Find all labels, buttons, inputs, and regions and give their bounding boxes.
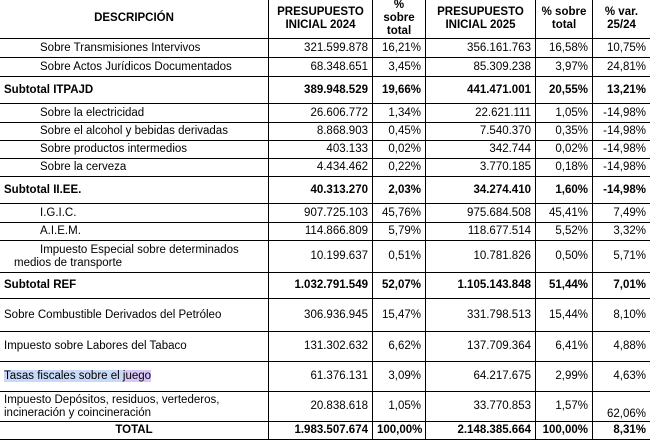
subtotal-row (0, 177, 650, 204)
row-desc: Sobre Combustible Derivados del Petróleo (0, 299, 269, 332)
row-desc: Sobre productos intermedios (0, 141, 269, 159)
row-v2025: 1.105.143.848 (426, 273, 536, 299)
row-p2024: 16,21% (373, 39, 426, 58)
table-row (0, 39, 650, 58)
row-var: -14,98% (593, 177, 650, 204)
row-var: -14,98% (593, 104, 650, 123)
row-desc: Impuesto sobre Labores del Tabaco (0, 332, 269, 362)
row-v2025: 975.684.508 (426, 204, 536, 223)
row-v2025: 2.148.385.664 (426, 422, 536, 440)
row-desc: Subtotal II.EE. (0, 177, 269, 204)
row-var: 7,01% (593, 273, 650, 299)
table-row (0, 299, 650, 332)
row-p2025: 100,00% (536, 422, 593, 440)
header-presupuesto-2025: PRESUPUESTO INICIAL 2025 (426, 0, 536, 39)
row-p2024: 5,79% (373, 223, 426, 241)
row-desc: Impuesto Depósitos, residuos, vertederos, incineración y coincineración (0, 392, 269, 422)
row-v2025: 118.677.514 (426, 223, 536, 241)
row-v2024: 68.348.651 (269, 58, 373, 77)
row-desc: TOTAL (0, 422, 269, 440)
row-v2025: 342.744 (426, 141, 536, 159)
row-desc: I.G.I.C. (0, 204, 269, 223)
table-row (0, 104, 650, 123)
highlighted-text-selected: juego (123, 370, 151, 382)
row-p2024: 3,45% (373, 58, 426, 77)
row-var: 8,10% (593, 299, 650, 332)
table-row (0, 241, 650, 273)
row-var: 62,06% (593, 392, 650, 422)
row-var: 3,32% (593, 223, 650, 241)
row-p2025: 0,02% (536, 141, 593, 159)
table-row (0, 362, 650, 392)
row-p2025: 6,41% (536, 332, 593, 362)
row-v2024: 8.868.903 (269, 123, 373, 141)
highlighted-text: Tasas fiscales sobre el (4, 370, 123, 382)
header-pct-var: % var. 25/24 (593, 0, 650, 39)
row-p2025: 51,44% (536, 273, 593, 299)
header-descripcion: DESCRIPCIÓN (0, 0, 269, 39)
row-v2025: 64.217.675 (426, 362, 536, 392)
table-row (0, 58, 650, 77)
row-var: -14,98% (593, 141, 650, 159)
row-v2024: 26.606.772 (269, 104, 373, 123)
row-p2024: 1,05% (373, 392, 426, 422)
row-v2025: 33.770.853 (426, 392, 536, 422)
row-v2025: 441.471.001 (426, 77, 536, 104)
table-row (0, 204, 650, 223)
row-var: 7,49% (593, 204, 650, 223)
row-p2024: 15,47% (373, 299, 426, 332)
row-p2024: 3,09% (373, 362, 426, 392)
row-v2024: 4.434.462 (269, 159, 373, 177)
row-v2024: 61.376.131 (269, 362, 373, 392)
row-v2025: 85.309.238 (426, 58, 536, 77)
row-v2025: 331.798.513 (426, 299, 536, 332)
row-v2024: 389.948.529 (269, 77, 373, 104)
row-v2025: 10.781.826 (426, 241, 536, 273)
row-desc: Sobre el alcohol y bebidas derivadas (0, 123, 269, 141)
table-row (0, 332, 650, 362)
row-p2025: 1,57% (536, 392, 593, 422)
row-p2024: 100,00% (373, 422, 426, 440)
row-p2024: 0,45% (373, 123, 426, 141)
row-v2024: 10.199.637 (269, 241, 373, 273)
row-v2025: 22.621.111 (426, 104, 536, 123)
row-var: 13,21% (593, 77, 650, 104)
table-row (0, 392, 650, 422)
row-desc: Impuesto Especial sobre determinados medios de transporte (0, 241, 269, 273)
row-var: 4,88% (593, 332, 650, 362)
row-p2025: 3,97% (536, 58, 593, 77)
row-var: -14,98% (593, 123, 650, 141)
row-p2024: 0,51% (373, 241, 426, 273)
row-var: 4,63% (593, 362, 650, 392)
row-v2025: 7.540.370 (426, 123, 536, 141)
row-p2025: 0,50% (536, 241, 593, 273)
row-desc: Sobre la electricidad (0, 104, 269, 123)
row-v2024: 1.032.791.549 (269, 273, 373, 299)
row-desc (0, 362, 269, 392)
row-v2025: 34.274.410 (426, 177, 536, 204)
subtotal-row (0, 273, 650, 299)
row-v2024: 114.866.809 (269, 223, 373, 241)
row-p2025: 1,05% (536, 104, 593, 123)
row-desc: Subtotal REF (0, 273, 269, 299)
row-desc: Subtotal ITPAJD (0, 77, 269, 104)
row-v2025: 356.161.763 (426, 39, 536, 58)
row-var: 10,75% (593, 39, 650, 58)
row-p2025: 15,44% (536, 299, 593, 332)
table-row (0, 159, 650, 177)
row-var: 8,31% (593, 422, 650, 440)
row-p2025: 5,52% (536, 223, 593, 241)
row-var: -14,98% (593, 159, 650, 177)
table-row (0, 223, 650, 241)
row-p2024: 0,22% (373, 159, 426, 177)
row-p2025: 0,18% (536, 159, 593, 177)
row-desc: Sobre Actos Jurídicos Documentados (0, 58, 269, 77)
table-row (0, 123, 650, 141)
row-v2024: 131.302.632 (269, 332, 373, 362)
row-desc: A.I.E.M. (0, 223, 269, 241)
row-p2024: 45,76% (373, 204, 426, 223)
row-p2025: 2,99% (536, 362, 593, 392)
header-row (0, 0, 650, 39)
row-p2025: 16,58% (536, 39, 593, 58)
header-pct-total-2024: % sobre total (373, 0, 426, 39)
row-v2024: 20.838.618 (269, 392, 373, 422)
row-desc: Sobre Transmisiones Intervivos (0, 39, 269, 58)
total-row (0, 422, 650, 440)
row-p2024: 2,03% (373, 177, 426, 204)
header-pct-total-2025: % sobre total (536, 0, 593, 39)
row-v2025: 137.709.364 (426, 332, 536, 362)
row-v2024: 306.936.945 (269, 299, 373, 332)
header-presupuesto-2024: PRESUPUESTO INICIAL 2024 (269, 0, 373, 39)
row-v2024: 1.983.507.674 (269, 422, 373, 440)
row-v2024: 403.133 (269, 141, 373, 159)
row-p2025: 20,55% (536, 77, 593, 104)
row-p2024: 52,07% (373, 273, 426, 299)
subtotal-row (0, 77, 650, 104)
row-p2024: 19,66% (373, 77, 426, 104)
row-p2025: 45,41% (536, 204, 593, 223)
row-v2024: 40.313.270 (269, 177, 373, 204)
row-p2025: 1,60% (536, 177, 593, 204)
row-var: 24,81% (593, 58, 650, 77)
row-v2024: 321.599.878 (269, 39, 373, 58)
row-p2024: 6,62% (373, 332, 426, 362)
row-var: 5,71% (593, 241, 650, 273)
row-p2025: 0,35% (536, 123, 593, 141)
row-v2025: 3.770.185 (426, 159, 536, 177)
table-row (0, 141, 650, 159)
row-desc: Sobre la cerveza (0, 159, 269, 177)
row-p2024: 1,34% (373, 104, 426, 123)
row-p2024: 0,02% (373, 141, 426, 159)
row-v2024: 907.725.103 (269, 204, 373, 223)
